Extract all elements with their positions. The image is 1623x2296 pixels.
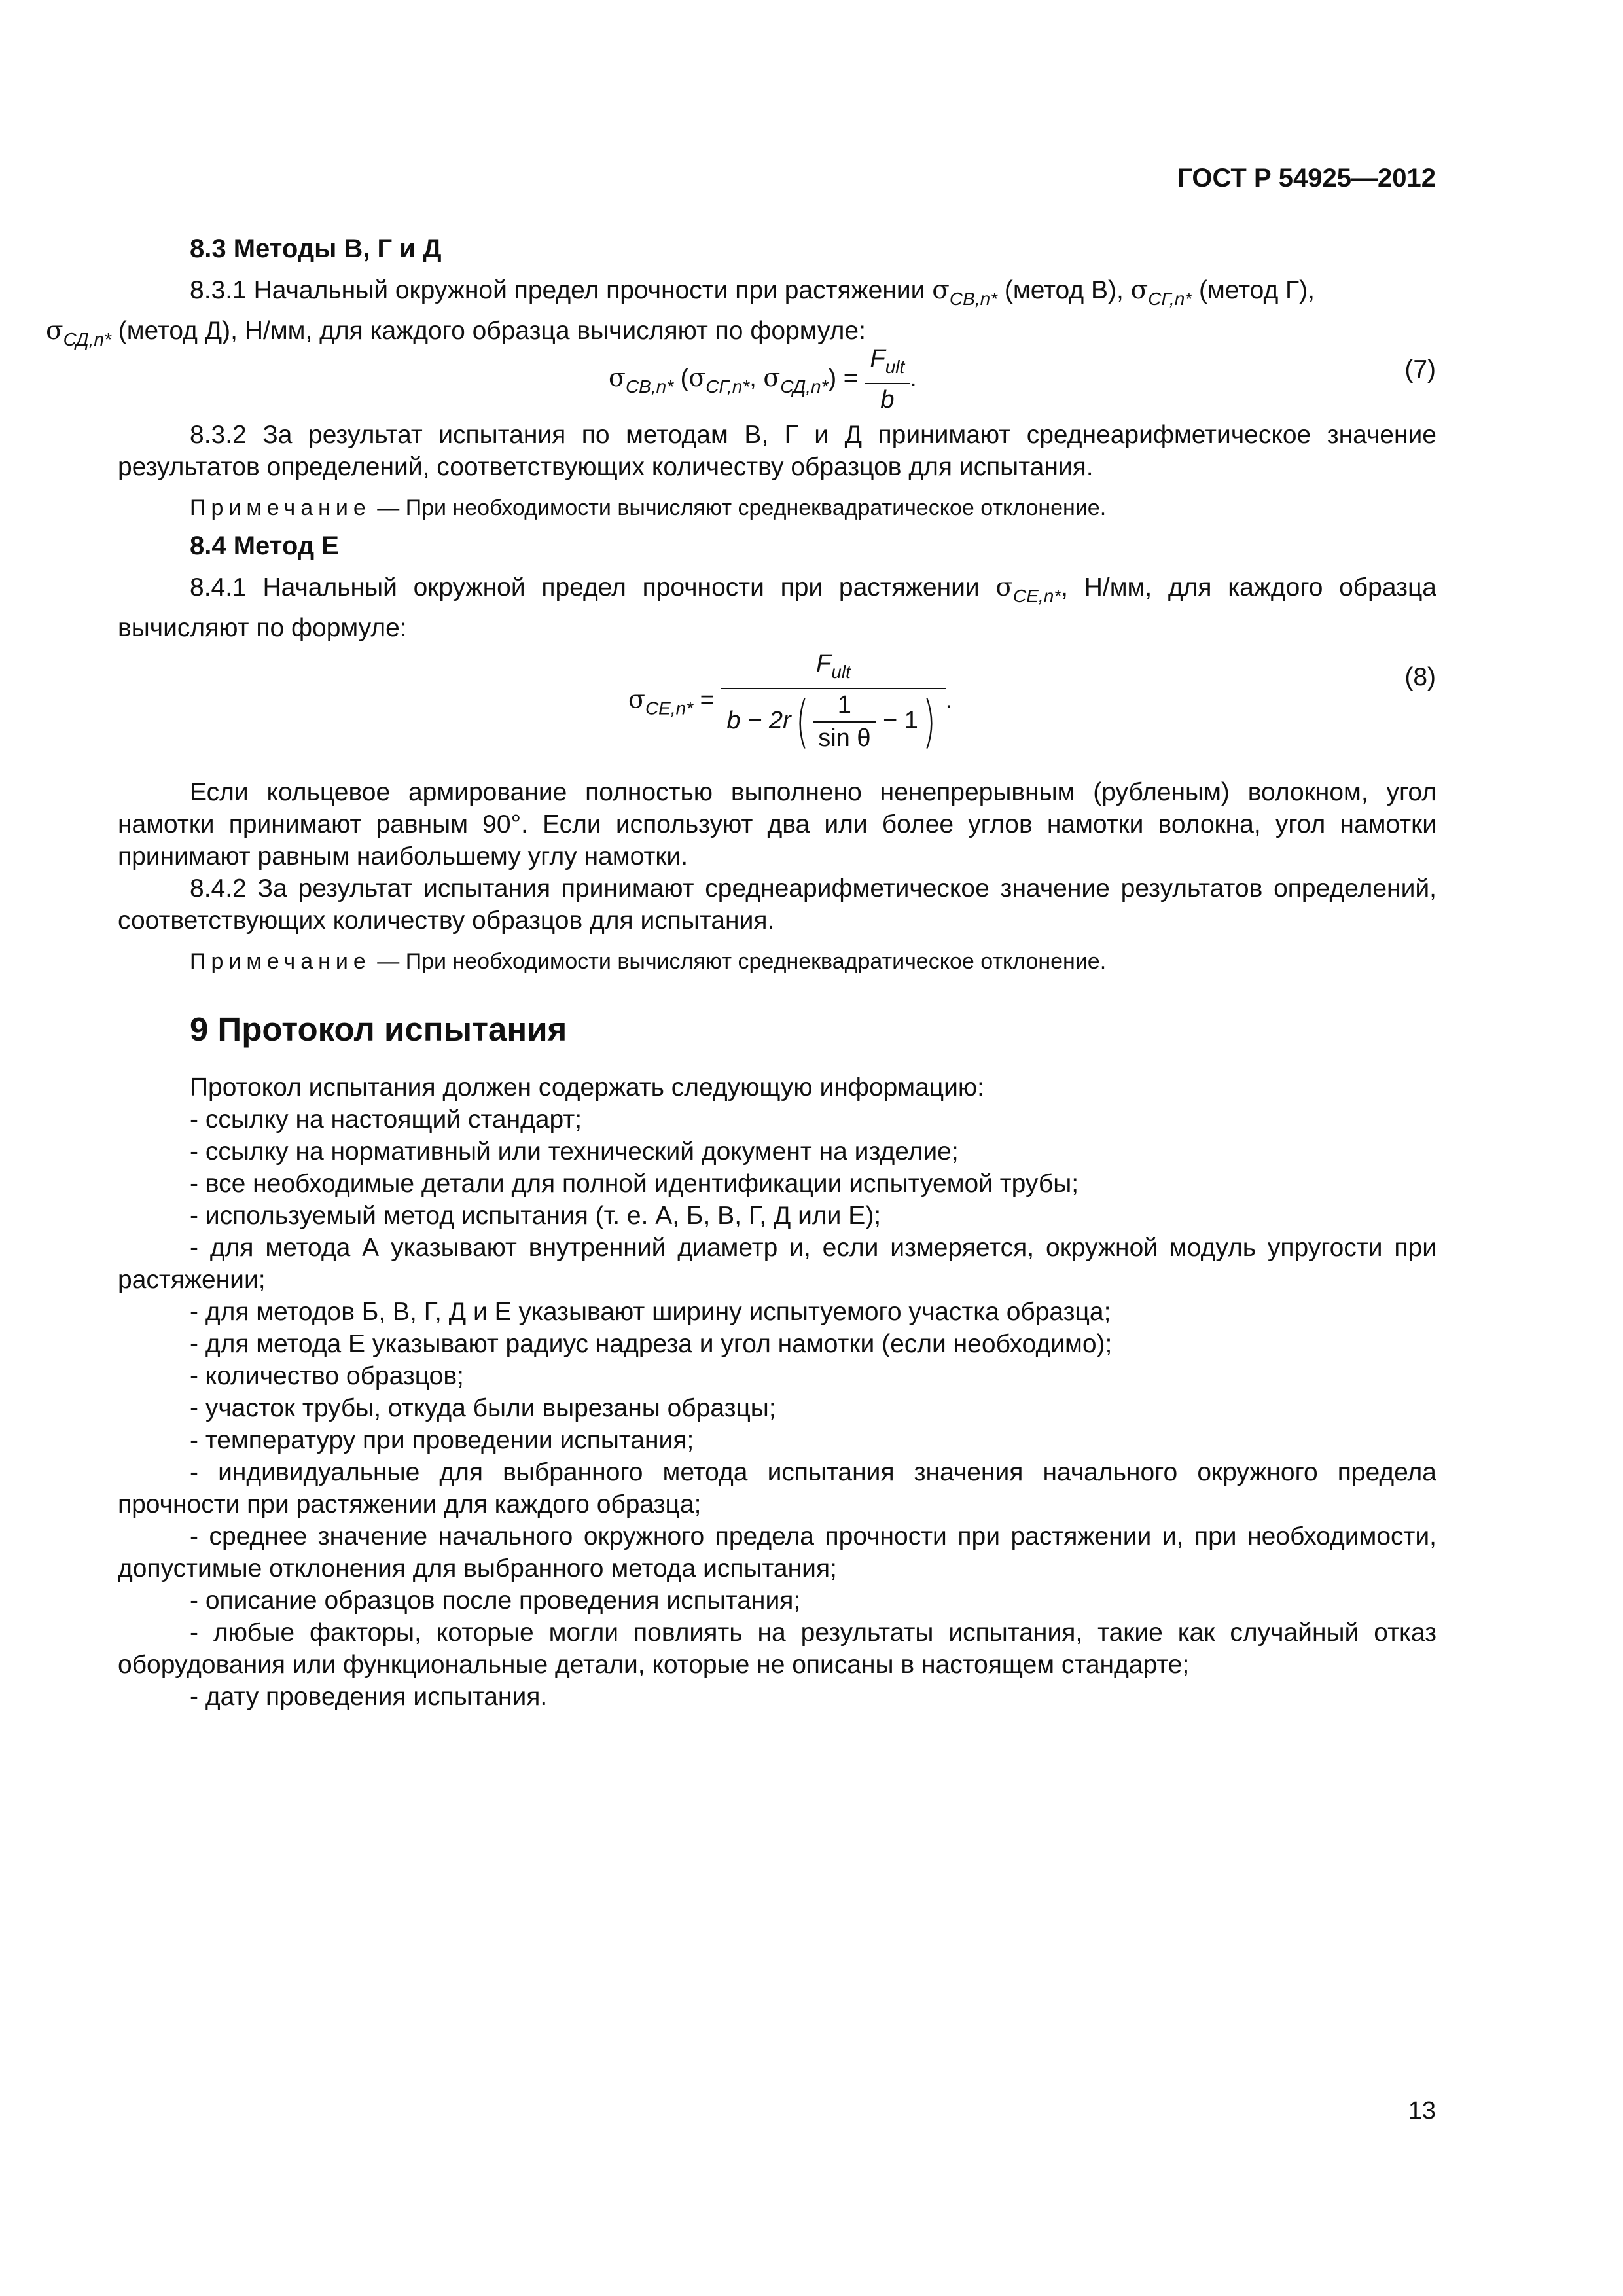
list-item: - количество образцов; xyxy=(190,1362,464,1390)
fraction: $F_{ult}$ b − 2r( $\frac{1}{\text{sin θ}}$ − 1) xyxy=(721,648,945,755)
fraction: $\frac{F_{ult}}{b}$ xyxy=(865,343,910,416)
section-9-intro: Протокол испытания должен содержать следующую информацию: xyxy=(190,1073,984,1102)
paragraph-8-4-note-angle: Если кольцевое армирование полностью выполнено ненепрерывным (рубленым) волокном, угол намотки принимают равным 90°. Если используют два или более углов намотки волокна, угол намотки принимают равным наибольшему углу намотки. xyxy=(118,778,1436,870)
list-item: - температуру при проведении испытания; xyxy=(190,1426,694,1454)
standard-code: ГОСТ Р 54925—2012 xyxy=(1177,164,1436,192)
list-item: - используемый метод испытания (т. е. А, Б, В, Г, Д или Е); xyxy=(190,1202,882,1230)
paragraph-8-3-2: 8.3.2 За результат испытания по методам В, Г и Д принимают среднеарифметическое значение результатов определений, соответствующих количеству образцов для испытания. xyxy=(118,421,1436,481)
list-item: - все необходимые детали для полной идентификации испытуемой трубы; xyxy=(190,1170,1079,1198)
section-9 xyxy=(118,1013,1436,1713)
list-item: - любые факторы, которые могли повлиять на результаты испытания, такие как случайный отказ оборудования или функциональные детали, которые не описаны в настоящем стандарте; xyxy=(118,1619,1436,1679)
section-8-4-cont xyxy=(118,776,1436,976)
list-item: - описание образцов после проведения испытания; xyxy=(190,1587,801,1615)
paragraph-8-4-2: 8.4.2 За результат испытания принимают среднеарифметическое значение результатов определений, соответствующих количеству образцов для испытания. xyxy=(118,874,1436,935)
list-item: - среднее значение начального окружного предела прочности при растяжении и, при необходимости, допустимые отклонения для выбранного метода испытания; xyxy=(118,1522,1436,1583)
section-9-heading: 9 Протокол испытания xyxy=(190,1011,567,1048)
list-item: - дату проведения испытания. xyxy=(190,1683,548,1711)
list-item: - индивидуальные для выбранного метода испытания значения начального окружного предела прочности при растяжении для каждого образца; xyxy=(118,1458,1436,1518)
formula-7: $\sigma_{СВ,n*}$ ($\sigma_{СГ,n*}$, $\sigma_{СД,n*}$) = $\frac{F_{ult}}{b}$ . xyxy=(609,343,917,416)
list-item: - ссылку на настоящий стандарт; xyxy=(190,1105,582,1134)
section-8-4-heading: 8.4 Метод Е xyxy=(190,531,339,560)
note-8-4: Примечание — При необходимости вычисляют среднеквадратическое отклонение. xyxy=(190,949,1107,974)
list-item: - для метода Е указывают радиус надреза и угол намотки (если необходимо); xyxy=(190,1330,1113,1358)
section-8-3-heading: 8.3 Методы В, Г и Д xyxy=(190,234,442,263)
formula-8: $\sigma_{CE,n*}$ = $F_{ult}$ b − 2r( $\frac{1}{\text{sin θ}}$ − 1) . xyxy=(628,648,952,755)
equation-number-7: (7) xyxy=(1404,355,1436,384)
protocol-list xyxy=(118,1103,1436,1713)
list-item: - участок трубы, откуда были вырезаны образцы; xyxy=(190,1394,776,1422)
list-item: - для метода А указывают внутренний диаметр и, если измеряется, окружной модуль упругости при растяжении; xyxy=(118,1234,1436,1294)
paragraph-8-4-1: 8.4.1 Начальный окружной предел прочности при растяжении $\sigma_{CE,n*}$, Н/мм, для каждого образца вычисляют по формуле: xyxy=(118,573,1436,642)
equation-number-8: (8) xyxy=(1404,663,1436,691)
section-8-3-cont xyxy=(118,419,1436,644)
paragraph-8-3-1: 8.3.1 Начальный окружной предел прочности при растяжении $\sigma_{СВ,n*}$ (метод В), $\sigma_{СГ,n*}$ (метод Г), $\sigma_{СД,n*}$ (метод Д), Н/мм, для каждого образца вычисляют по формуле: xyxy=(46,276,1315,350)
page-number: 13 xyxy=(1408,2097,1436,2125)
section-8-3 xyxy=(46,233,1436,355)
list-item: - ссылку на нормативный или технический документ на изделие; xyxy=(190,1138,959,1166)
note-8-3: Примечание — При необходимости вычисляют среднеквадратическое отклонение. xyxy=(190,495,1107,520)
list-item: - для методов Б, В, Г, Д и Е указывают ширину испытуемого участка образца; xyxy=(190,1298,1111,1326)
